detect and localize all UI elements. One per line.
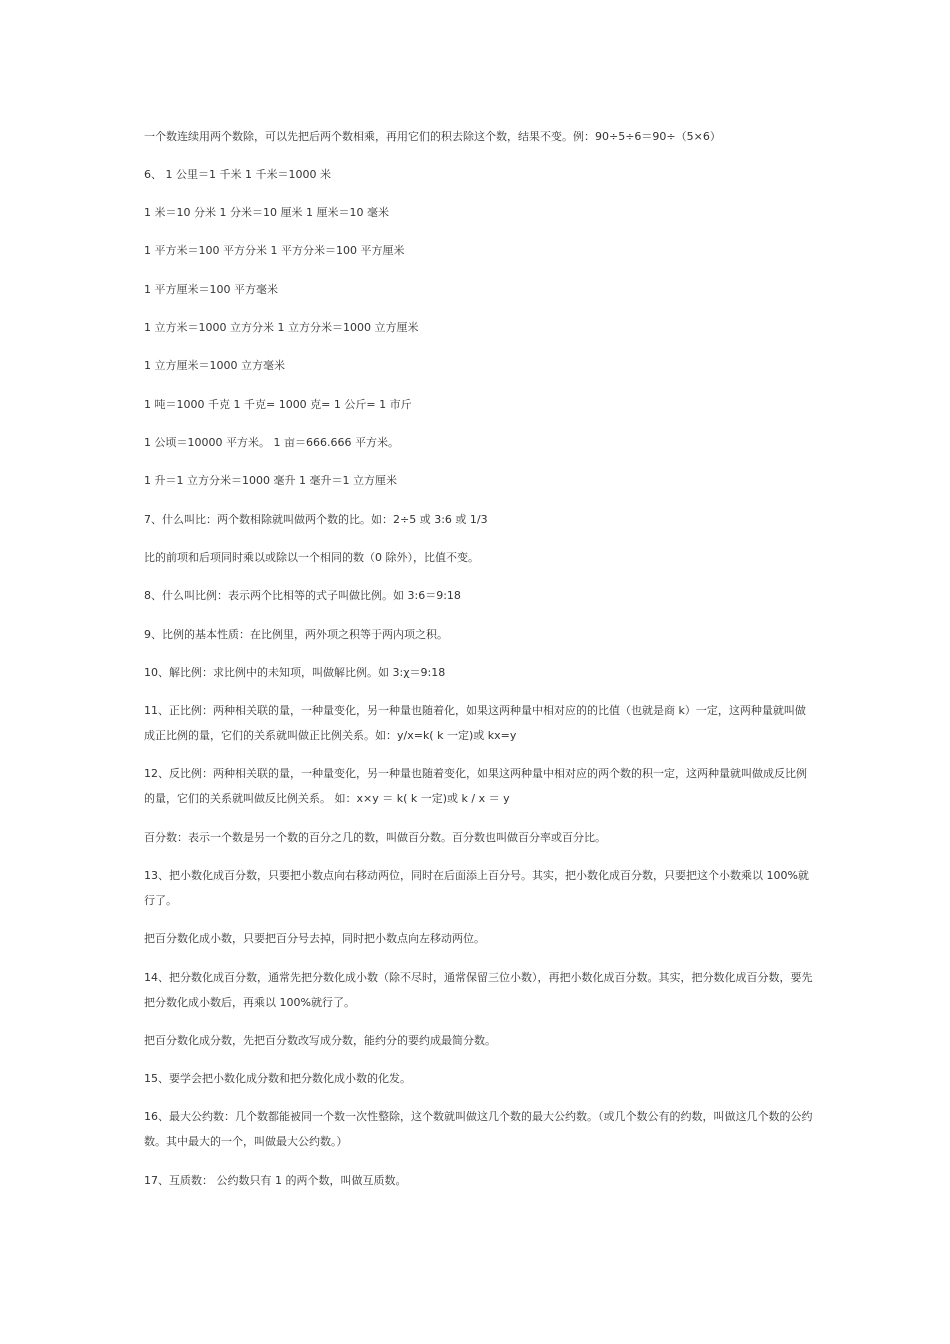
paragraph: 1 立方厘米＝1000 立方毫米 bbox=[144, 359, 285, 372]
paragraph: 10、解比例：求比例中的未知项，叫做解比例。如 3:χ＝9:18 bbox=[144, 666, 446, 679]
paragraph: 13、把小数化成百分数，只要把小数点向右移动两位，同时在后面添上百分号。其实，把小数化成百分数，只要把这个小数乘以 100%就行了。 bbox=[144, 869, 809, 907]
paragraph: 16、最大公约数：几个数都能被同一个数一次性整除，这个数就叫做这几个数的最大公约数。（或几个数公有的约数，叫做这几个数的公约数。其中最大的一个，叫做最大公约数。） bbox=[144, 1110, 813, 1148]
paragraph: 1 平方米＝100 平方分米 1 平方分米＝100 平方厘米 bbox=[144, 244, 405, 257]
paragraph: 1 米＝10 分米 1 分米＝10 厘米 1 厘米＝10 毫米 bbox=[144, 206, 389, 219]
paragraph: 11、正比例：两种相关联的量，一种量变化，另一种量也随着化，如果这两种量中相对应的的比值（也就是商 k）一定，这两种量就叫做成正比例的量，它们的关系就叫做正比例关系。如：y/x=k( k 一定)或 kx=y bbox=[144, 704, 806, 742]
paragraph: 1 立方米＝1000 立方分米 1 立方分米＝1000 立方厘米 bbox=[144, 321, 419, 334]
paragraph: 6、 1 公里＝1 千米 1 千米＝1000 米 bbox=[144, 168, 331, 181]
paragraph: 17、互质数： 公约数只有 1 的两个数，叫做互质数。 bbox=[144, 1174, 407, 1187]
paragraph: 15、要学会把小数化成分数和把分数化成小数的化发。 bbox=[144, 1072, 411, 1085]
paragraph: 把百分数化成小数，只要把百分号去掉，同时把小数点向左移动两位。 bbox=[144, 932, 485, 945]
paragraph: 比的前项和后项同时乘以或除以一个相同的数（0 除外），比值不变。 bbox=[144, 551, 479, 564]
paragraph: 12、反比例：两种相关联的量，一种量变化，另一种量也随着变化，如果这两种量中相对应的两个数的积一定，这两种量就叫做成反比例的量，它们的关系就叫做反比例关系。 如：x×y ＝ k( k 一定)或 k / x ＝ y bbox=[144, 767, 807, 805]
paragraph: 百分数：表示一个数是另一个数的百分之几的数，叫做百分数。百分数也叫做百分率或百分比。 bbox=[144, 831, 606, 844]
paragraph: 1 升＝1 立方分米＝1000 毫升 1 毫升＝1 立方厘米 bbox=[144, 474, 397, 487]
paragraph: 把百分数化成分数，先把百分数改写成分数，能约分的要约成最简分数。 bbox=[144, 1034, 496, 1047]
paragraph: 1 公顷＝10000 平方米。 1 亩＝666.666 平方米。 bbox=[144, 436, 399, 449]
paragraph: 1 吨＝1000 千克 1 千克= 1000 克= 1 公斤= 1 市斤 bbox=[144, 398, 412, 411]
paragraph: 8、什么叫比例：表示两个比相等的式子叫做比例。如 3:6＝9:18 bbox=[144, 589, 461, 602]
paragraph: 9、比例的基本性质：在比例里，两外项之积等于两内项之积。 bbox=[144, 628, 448, 641]
paragraph: 1 平方厘米＝100 平方毫米 bbox=[144, 283, 278, 296]
paragraph: 一个数连续用两个数除，可以先把后两个数相乘，再用它们的积去除这个数，结果不变。例：90÷5÷6＝90÷（5×6） bbox=[144, 130, 721, 143]
paragraph: 7、什么叫比：两个数相除就叫做两个数的比。如：2÷5 或 3:6 或 1/3 bbox=[144, 513, 488, 526]
paragraph: 14、把分数化成百分数，通常先把分数化成小数（除不尽时，通常保留三位小数），再把小数化成百分数。其实，把分数化成百分数，要先把分数化成小数后，再乘以 100%就行了。 bbox=[144, 971, 813, 1009]
